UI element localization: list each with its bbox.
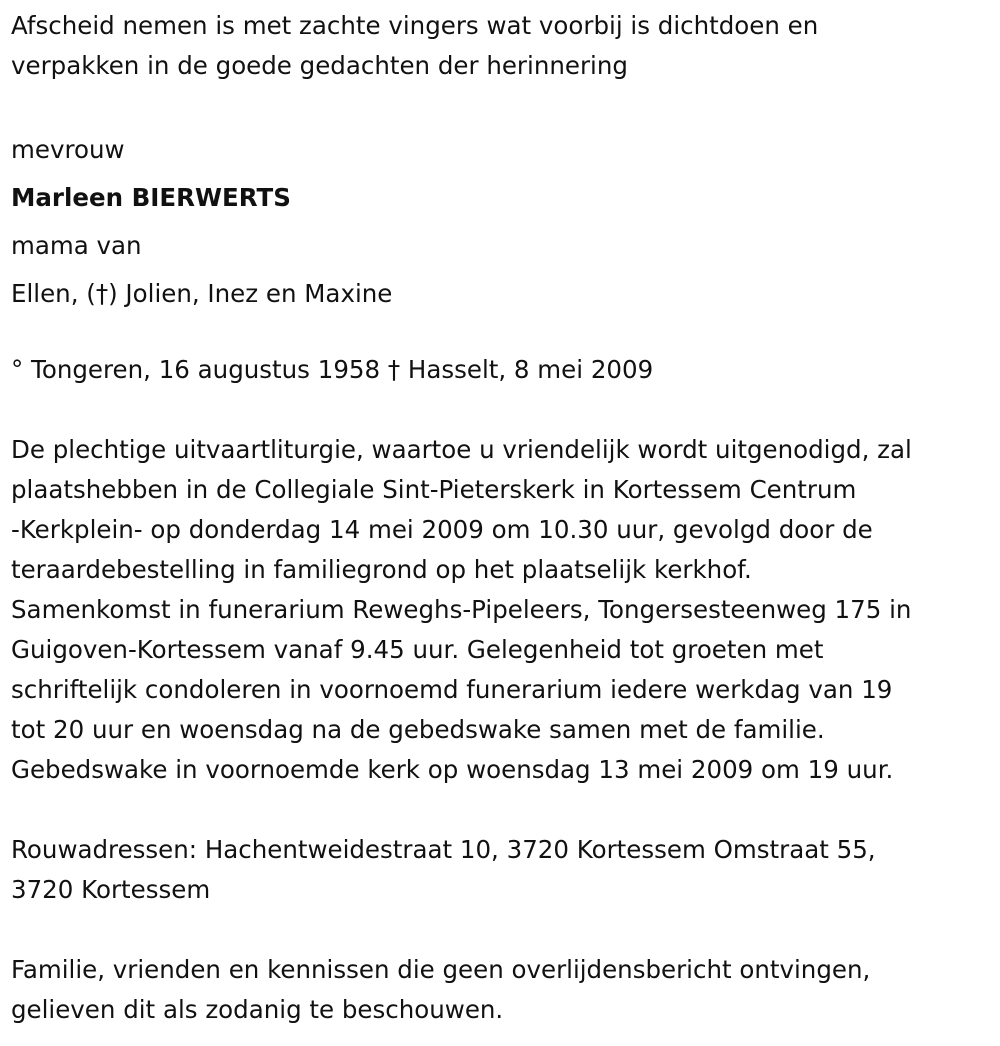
address-line: 3720 Kortessem: [11, 875, 211, 904]
children-names: Ellen, (†) Jolien, Inez en Maxine: [11, 279, 393, 308]
ceremony-line: -Kerkplein- op donderdag 14 mei 2009 om 10.30 uur, gevolgd door de: [11, 515, 873, 544]
quote-line: verpakken in de goede gedachten der herinnering: [11, 51, 628, 80]
relation-text: mama van: [11, 231, 142, 260]
spacer: [11, 86, 990, 126]
ceremony-block: [11, 430, 990, 790]
closing-line: Familie, vrienden en kennissen die geen overlijdensbericht ontvingen,: [11, 955, 871, 984]
quote-line: Afscheid nemen is met zachte vingers wat voorbij is dichtdoen en: [11, 11, 819, 40]
spacer: [11, 390, 990, 430]
closing-block: [11, 950, 990, 1030]
ceremony-line: plaatshebben in de Collegiale Sint-Pieterskerk in Kortessem Centrum: [11, 475, 857, 504]
ceremony-line: Gebedswake in voornoemde kerk op woensdag 13 mei 2009 om 19 uur.: [11, 755, 894, 784]
deceased-name: Marleen BIERWERTS: [11, 183, 291, 212]
addresses-block: [11, 830, 990, 910]
spacer: [11, 318, 990, 350]
spacer: [11, 790, 990, 830]
ceremony-line: schriftelijk condoleren in voornoemd funerarium iedere werkdag van 19: [11, 675, 893, 704]
address-line: Rouwadressen: Hachentweidestraat 10, 3720 Kortessem Omstraat 55,: [11, 835, 876, 864]
ceremony-line: Samenkomst in funerarium Reweghs-Pipeleers, Tongersesteenweg 175 in: [11, 595, 912, 624]
ceremony-line: tot 20 uur en woensdag na de gebedswake samen met de familie.: [11, 715, 825, 744]
quote-block: [11, 6, 990, 86]
ceremony-line: teraardebestelling in familiegrond op het plaatselijk kerkhof.: [11, 555, 752, 584]
spacer: [11, 910, 990, 950]
birth-death-dates: ° Tongeren, 16 augustus 1958 † Hasselt, 8 mei 2009: [11, 355, 654, 384]
title-text: mevrouw: [11, 135, 125, 164]
closing-line: gelieven dit als zodanig te beschouwen.: [11, 995, 504, 1024]
ceremony-line: De plechtige uitvaartliturgie, waartoe u vriendelijk wordt uitgenodigd, zal: [11, 435, 912, 464]
ceremony-line: Guigoven-Kortessem vanaf 9.45 uur. Gelegenheid tot groeten met: [11, 635, 824, 664]
